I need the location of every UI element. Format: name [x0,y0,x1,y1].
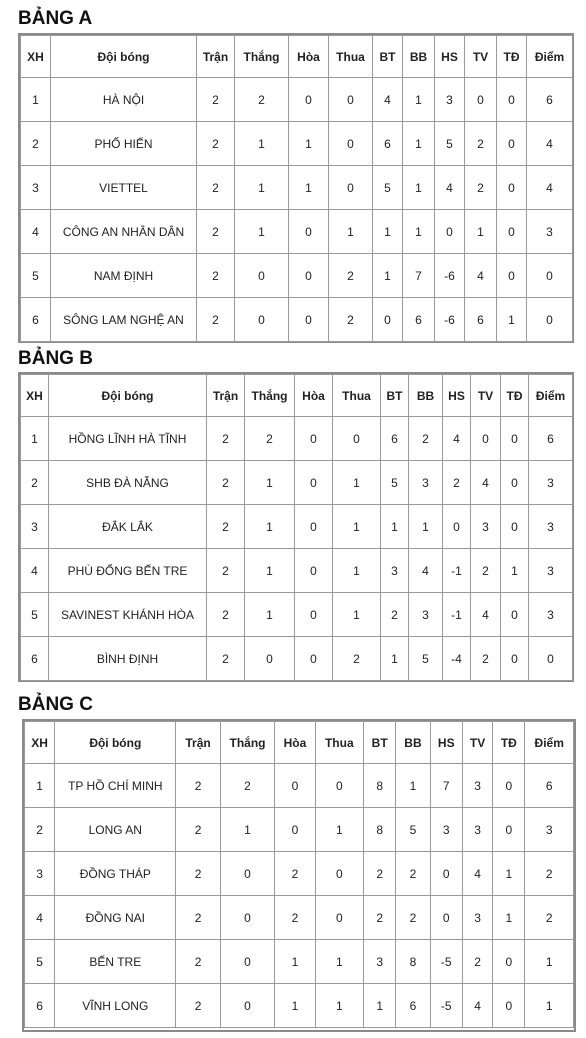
col-red-cards-cell: 0 [493,984,525,1028]
col-goals-for-header: BT [373,36,403,78]
col-goals-for-cell: 3 [381,549,409,593]
col-played-header: Trận [197,36,235,78]
col-draws-cell: 0 [289,78,329,122]
col-wins-cell: 1 [220,808,274,852]
col-rank-header: XH [25,722,55,764]
col-red-cards-cell: 0 [501,505,529,549]
col-played-cell: 2 [207,417,245,461]
col-red-cards-cell: 0 [497,254,527,298]
col-points-cell: 3 [527,210,573,254]
col-team-cell: PHÙ ĐỔNG BẾN TRE [49,549,207,593]
col-team-cell: HỒNG LĨNH HÀ TĨNH [49,417,207,461]
col-draws-cell: 0 [289,254,329,298]
col-goals-for-cell: 4 [373,78,403,122]
col-yellow-cards-cell: 6 [465,298,497,342]
col-red-cards-cell: 0 [493,808,525,852]
table-row [21,254,573,298]
col-goal-diff-cell: -5 [430,940,462,984]
col-goals-against-cell: 1 [403,122,435,166]
col-losses-cell: 0 [315,896,363,940]
col-draws-header: Hòa [295,375,333,417]
col-wins-cell: 1 [245,593,295,637]
col-points-header: Điểm [527,36,573,78]
col-goals-against-cell: 2 [396,852,430,896]
col-losses-cell: 0 [315,852,363,896]
col-goal-diff-cell: -1 [443,549,471,593]
col-wins-cell: 0 [220,940,274,984]
col-wins-cell: 1 [235,122,289,166]
col-goals-for-cell: 1 [373,254,403,298]
col-goal-diff-cell: 2 [443,461,471,505]
col-goals-for-cell: 0 [373,298,403,342]
col-played-cell: 2 [207,593,245,637]
col-points-cell: 3 [529,549,573,593]
table-row [21,417,573,461]
group-b-title: BẢNG B [18,348,93,369]
col-rank-cell: 2 [21,461,49,505]
col-points-cell: 2 [525,896,574,940]
col-red-cards-cell: 0 [497,122,527,166]
col-team-cell: BÌNH ĐỊNH [49,637,207,681]
table-row [21,637,573,681]
col-goal-diff-cell: 5 [435,122,465,166]
col-yellow-cards-cell: 4 [465,254,497,298]
col-goals-for-cell: 5 [381,461,409,505]
col-goals-for-cell: 8 [364,764,396,808]
col-team-cell: HÀ NỘI [51,78,197,122]
table-row [25,764,574,808]
col-goal-diff-cell: 0 [430,896,462,940]
col-draws-cell: 1 [275,940,315,984]
col-team-cell: SAVINEST KHÁNH HÒA [49,593,207,637]
col-points-cell: 6 [529,417,573,461]
col-team-cell: TP HỒ CHÍ MINH [55,764,176,808]
col-wins-cell: 2 [235,78,289,122]
col-goal-diff-cell: 3 [435,78,465,122]
col-yellow-cards-cell: 0 [471,417,501,461]
col-wins-header: Thắng [235,36,289,78]
col-red-cards-cell: 0 [497,210,527,254]
col-points-cell: 3 [529,461,573,505]
col-draws-cell: 1 [289,122,329,166]
col-losses-cell: 0 [329,166,373,210]
col-yellow-cards-cell: 2 [465,166,497,210]
table-row [21,78,573,122]
col-losses-cell: 1 [333,549,381,593]
col-goal-diff-cell: -1 [443,593,471,637]
col-red-cards-cell: 1 [493,896,525,940]
col-wins-cell: 1 [235,166,289,210]
col-points-cell: 6 [525,764,574,808]
col-goals-for-cell: 1 [364,984,396,1028]
col-yellow-cards-header: TV [465,36,497,78]
col-yellow-cards-cell: 1 [465,210,497,254]
col-rank-cell: 3 [21,166,51,210]
col-played-header: Trận [207,375,245,417]
col-yellow-cards-cell: 0 [465,78,497,122]
group-a-title: BẢNG A [18,8,93,29]
col-goal-diff-cell: -6 [435,298,465,342]
col-rank-cell: 1 [21,78,51,122]
col-team-header: Đội bóng [55,722,176,764]
col-red-cards-cell: 0 [493,764,525,808]
col-played-cell: 2 [176,984,220,1028]
col-rank-header: XH [21,36,51,78]
col-goals-against-header: BB [409,375,443,417]
col-red-cards-cell: 1 [501,549,529,593]
col-losses-cell: 0 [329,122,373,166]
col-goals-against-cell: 6 [403,298,435,342]
col-team-cell: LONG AN [55,808,176,852]
col-goals-for-cell: 1 [373,210,403,254]
col-points-cell: 1 [525,940,574,984]
col-goal-diff-cell: 7 [430,764,462,808]
col-played-cell: 2 [197,78,235,122]
col-goals-for-cell: 1 [381,505,409,549]
col-losses-cell: 1 [315,940,363,984]
col-losses-header: Thua [315,722,363,764]
col-red-cards-cell: 0 [497,166,527,210]
col-played-cell: 2 [176,852,220,896]
col-points-header: Điểm [525,722,574,764]
table-row [21,461,573,505]
table-row [21,210,573,254]
table-row [21,593,573,637]
col-goals-against-header: BB [396,722,430,764]
col-yellow-cards-cell: 3 [462,764,492,808]
col-draws-cell: 2 [275,896,315,940]
col-points-cell: 1 [525,984,574,1028]
col-rank-cell: 6 [21,637,49,681]
col-wins-cell: 0 [245,637,295,681]
col-wins-cell: 1 [245,505,295,549]
col-played-cell: 2 [207,461,245,505]
col-draws-cell: 0 [295,593,333,637]
col-goals-for-cell: 2 [381,593,409,637]
col-draws-cell: 0 [295,461,333,505]
col-played-cell: 2 [197,298,235,342]
col-losses-cell: 0 [329,78,373,122]
col-rank-cell: 4 [21,210,51,254]
col-goal-diff-cell: -6 [435,254,465,298]
col-red-cards-header: TĐ [501,375,529,417]
col-played-header: Trận [176,722,220,764]
col-wins-cell: 0 [220,896,274,940]
col-points-cell: 2 [525,852,574,896]
col-goals-for-cell: 3 [364,940,396,984]
table-row [21,549,573,593]
col-draws-cell: 0 [275,764,315,808]
col-yellow-cards-cell: 4 [462,984,492,1028]
col-played-cell: 2 [176,896,220,940]
col-played-cell: 2 [197,166,235,210]
col-yellow-cards-cell: 2 [462,940,492,984]
col-goal-diff-header: HS [430,722,462,764]
col-team-cell: SHB ĐÀ NẴNG [49,461,207,505]
col-draws-cell: 2 [275,852,315,896]
col-team-cell: VIETTEL [51,166,197,210]
header-row [21,375,573,417]
col-points-cell: 3 [529,505,573,549]
col-rank-cell: 5 [21,254,51,298]
col-losses-cell: 0 [333,417,381,461]
col-draws-cell: 1 [275,984,315,1028]
col-red-cards-header: TĐ [497,36,527,78]
table-row [21,166,573,210]
col-goals-against-cell: 1 [403,78,435,122]
col-yellow-cards-cell: 4 [471,461,501,505]
col-yellow-cards-cell: 4 [462,852,492,896]
table-row [25,984,574,1028]
col-points-cell: 0 [527,254,573,298]
col-yellow-cards-cell: 3 [471,505,501,549]
col-goal-diff-cell: 3 [430,808,462,852]
col-goal-diff-cell: -5 [430,984,462,1028]
col-rank-cell: 4 [25,896,55,940]
col-goals-against-cell: 1 [403,210,435,254]
col-played-cell: 2 [176,940,220,984]
table-row [25,808,574,852]
col-red-cards-cell: 0 [493,940,525,984]
col-losses-cell: 2 [329,254,373,298]
col-goal-diff-cell: 4 [435,166,465,210]
col-played-cell: 2 [197,122,235,166]
col-goals-against-cell: 4 [409,549,443,593]
col-goals-for-cell: 6 [373,122,403,166]
col-goals-against-cell: 8 [396,940,430,984]
col-wins-cell: 2 [245,417,295,461]
col-goals-against-cell: 3 [409,461,443,505]
col-wins-cell: 2 [220,764,274,808]
col-goals-against-cell: 7 [403,254,435,298]
col-rank-cell: 4 [21,549,49,593]
col-rank-cell: 2 [21,122,51,166]
col-yellow-cards-header: TV [462,722,492,764]
col-goals-against-header: BB [403,36,435,78]
col-rank-cell: 3 [21,505,49,549]
col-rank-cell: 5 [21,593,49,637]
col-draws-cell: 0 [295,505,333,549]
col-goal-diff-cell: 0 [435,210,465,254]
col-team-cell: ĐỒNG THÁP [55,852,176,896]
col-team-cell: CÔNG AN NHÂN DÂN [51,210,197,254]
group-c-table [24,721,574,1028]
col-red-cards-cell: 0 [501,417,529,461]
col-rank-cell: 6 [25,984,55,1028]
col-goals-for-header: BT [364,722,396,764]
col-red-cards-cell: 0 [501,593,529,637]
col-played-cell: 2 [197,254,235,298]
col-goal-diff-cell: 0 [430,852,462,896]
col-losses-header: Thua [329,36,373,78]
col-wins-cell: 1 [245,461,295,505]
col-draws-cell: 0 [275,808,315,852]
col-played-cell: 2 [207,637,245,681]
col-draws-cell: 0 [289,298,329,342]
col-losses-cell: 1 [329,210,373,254]
col-points-header: Điểm [529,375,573,417]
group-b-table [20,374,573,681]
col-goals-against-cell: 1 [396,764,430,808]
col-wins-cell: 1 [235,210,289,254]
col-wins-cell: 0 [235,298,289,342]
col-goals-against-cell: 6 [396,984,430,1028]
col-rank-cell: 5 [25,940,55,984]
col-losses-cell: 2 [329,298,373,342]
col-red-cards-cell: 0 [501,637,529,681]
col-wins-cell: 0 [220,852,274,896]
col-points-cell: 0 [527,298,573,342]
col-losses-cell: 0 [315,764,363,808]
col-rank-cell: 3 [25,852,55,896]
group-a-table [20,35,573,342]
col-played-cell: 2 [207,549,245,593]
col-goals-against-cell: 2 [409,417,443,461]
col-draws-cell: 0 [295,637,333,681]
col-losses-cell: 2 [333,637,381,681]
col-team-cell: BẾN TRE [55,940,176,984]
col-team-cell: VĨNH LONG [55,984,176,1028]
col-points-cell: 6 [527,78,573,122]
col-draws-cell: 1 [289,166,329,210]
col-losses-cell: 1 [333,461,381,505]
col-draws-header: Hòa [275,722,315,764]
col-red-cards-header: TĐ [493,722,525,764]
col-yellow-cards-cell: 3 [462,896,492,940]
col-rank-cell: 6 [21,298,51,342]
col-yellow-cards-cell: 2 [471,549,501,593]
col-goals-for-cell: 2 [364,896,396,940]
col-goals-for-cell: 6 [381,417,409,461]
col-yellow-cards-cell: 2 [471,637,501,681]
col-yellow-cards-cell: 4 [471,593,501,637]
col-goal-diff-cell: 4 [443,417,471,461]
col-team-header: Đội bóng [51,36,197,78]
col-team-cell: PHỐ HIẾN [51,122,197,166]
col-points-cell: 3 [529,593,573,637]
col-played-cell: 2 [207,505,245,549]
col-wins-header: Thắng [220,722,274,764]
header-row [21,36,573,78]
col-goal-diff-cell: 0 [443,505,471,549]
col-goals-against-cell: 5 [396,808,430,852]
table-row [25,852,574,896]
col-team-cell: NAM ĐỊNH [51,254,197,298]
col-team-header: Đội bóng [49,375,207,417]
col-draws-cell: 0 [295,549,333,593]
col-goals-against-cell: 3 [409,593,443,637]
col-rank-cell: 1 [25,764,55,808]
col-losses-cell: 1 [315,808,363,852]
col-red-cards-cell: 0 [501,461,529,505]
col-goal-diff-header: HS [435,36,465,78]
col-points-cell: 4 [527,166,573,210]
col-wins-cell: 0 [220,984,274,1028]
col-yellow-cards-cell: 3 [462,808,492,852]
col-rank-header: XH [21,375,49,417]
col-losses-cell: 1 [333,505,381,549]
col-losses-cell: 1 [333,593,381,637]
table-row [25,896,574,940]
col-points-cell: 4 [527,122,573,166]
table-row [25,940,574,984]
col-yellow-cards-cell: 2 [465,122,497,166]
col-losses-cell: 1 [315,984,363,1028]
col-goals-for-cell: 1 [381,637,409,681]
col-team-cell: ĐỒNG NAI [55,896,176,940]
col-losses-header: Thua [333,375,381,417]
col-goals-for-cell: 2 [364,852,396,896]
col-yellow-cards-header: TV [471,375,501,417]
col-wins-cell: 1 [245,549,295,593]
group-c-title: BẢNG C [18,694,93,715]
table-row [21,505,573,549]
col-points-cell: 0 [529,637,573,681]
col-goals-against-cell: 5 [409,637,443,681]
col-team-cell: ĐẮK LẮK [49,505,207,549]
col-draws-cell: 0 [295,417,333,461]
col-points-cell: 3 [525,808,574,852]
col-team-cell: SÔNG LAM NGHỆ AN [51,298,197,342]
col-wins-header: Thắng [245,375,295,417]
col-played-cell: 2 [176,808,220,852]
col-goals-for-cell: 5 [373,166,403,210]
col-red-cards-cell: 1 [493,852,525,896]
col-goals-for-header: BT [381,375,409,417]
col-goal-diff-header: HS [443,375,471,417]
col-played-cell: 2 [176,764,220,808]
col-draws-header: Hòa [289,36,329,78]
col-goals-against-cell: 1 [409,505,443,549]
col-draws-cell: 0 [289,210,329,254]
col-wins-cell: 0 [235,254,289,298]
col-goal-diff-cell: -4 [443,637,471,681]
col-goals-for-cell: 8 [364,808,396,852]
table-row [21,298,573,342]
col-rank-cell: 2 [25,808,55,852]
col-goals-against-cell: 1 [403,166,435,210]
table-row [21,122,573,166]
col-goals-against-cell: 2 [396,896,430,940]
col-red-cards-cell: 1 [497,298,527,342]
header-row [25,722,574,764]
col-red-cards-cell: 0 [497,78,527,122]
col-rank-cell: 1 [21,417,49,461]
col-played-cell: 2 [197,210,235,254]
